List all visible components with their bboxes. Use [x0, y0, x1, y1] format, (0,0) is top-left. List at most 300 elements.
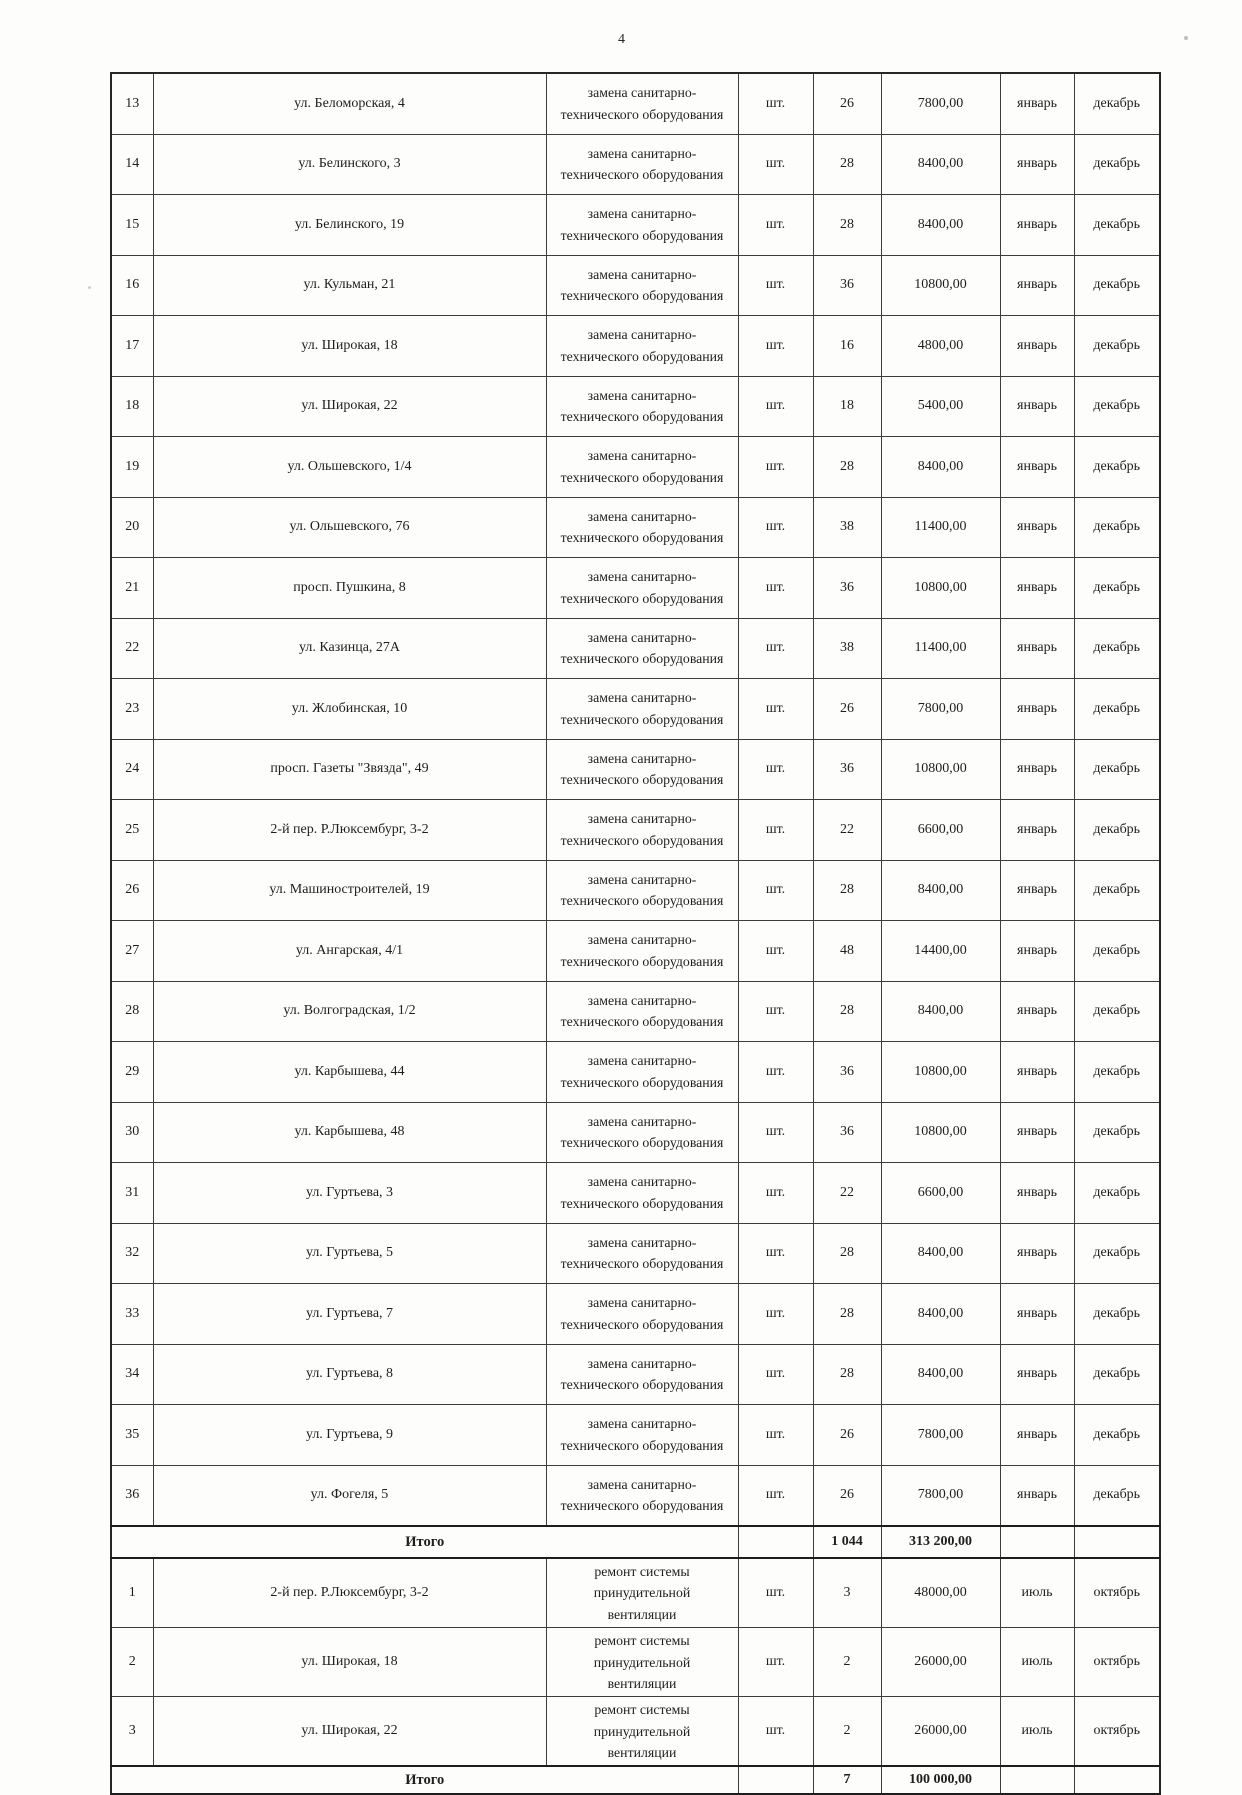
address-cell: ул. Белинского, 19	[153, 195, 546, 256]
start-month-cell: январь	[1000, 316, 1074, 377]
start-month-cell: июль	[1000, 1697, 1074, 1767]
work-type-line: замена санитарно-	[587, 448, 697, 464]
work-type-line: технического оборудования	[560, 1316, 724, 1332]
work-type-line: технического оборудования	[560, 530, 724, 546]
work-type-line: замена санитарно-	[587, 1295, 697, 1311]
row-number-cell: 35	[111, 1405, 153, 1466]
start-month-cell: июль	[1000, 1558, 1074, 1628]
quantity-cell: 48	[813, 921, 881, 982]
cost-cell: 7800,00	[881, 1405, 1000, 1466]
address-cell: ул. Гуртьева, 7	[153, 1284, 546, 1345]
cost-cell: 8400,00	[881, 1284, 1000, 1345]
cost-cell: 10800,00	[881, 1102, 1000, 1163]
table-row	[111, 1223, 1160, 1284]
start-month-cell: январь	[1000, 739, 1074, 800]
unit-cell: шт.	[738, 981, 813, 1042]
work-type-line: технического оборудования	[560, 1498, 724, 1514]
table-row	[111, 558, 1160, 619]
start-month-cell: январь	[1000, 981, 1074, 1042]
work-type-cell	[546, 1344, 738, 1405]
unit-cell: шт.	[738, 1284, 813, 1345]
end-month-cell: декабрь	[1074, 739, 1160, 800]
work-type-line: технического оборудования	[560, 227, 724, 243]
cost-cell: 7800,00	[881, 1465, 1000, 1526]
table-row	[111, 376, 1160, 437]
total-end-cell	[1074, 1766, 1160, 1794]
scan-artifact-dot	[88, 286, 91, 289]
unit-cell: шт.	[738, 1558, 813, 1628]
page-number: 4	[618, 32, 625, 47]
work-type-cell	[546, 1558, 738, 1628]
work-type-line: технического оборудования	[560, 893, 724, 909]
work-type-cell	[546, 921, 738, 982]
work-type-cell	[546, 1405, 738, 1466]
end-month-cell: декабрь	[1074, 1102, 1160, 1163]
work-type-line: замена санитарно-	[587, 145, 697, 161]
row-number-cell: 14	[111, 134, 153, 195]
work-type-cell	[546, 1042, 738, 1103]
work-type-cell	[546, 981, 738, 1042]
total-row	[111, 1526, 1160, 1558]
end-month-cell: декабрь	[1074, 134, 1160, 195]
work-type-cell	[546, 1163, 738, 1224]
row-number-cell: 19	[111, 437, 153, 498]
work-type-line: замена санитарно-	[587, 266, 697, 282]
row-number-cell: 20	[111, 497, 153, 558]
cost-cell: 8400,00	[881, 981, 1000, 1042]
table-row	[111, 800, 1160, 861]
work-type-cell	[546, 255, 738, 316]
works-schedule-table	[110, 72, 1161, 1795]
work-type-line: замена санитарно-	[587, 206, 697, 222]
end-month-cell: декабрь	[1074, 679, 1160, 740]
start-month-cell: январь	[1000, 679, 1074, 740]
table-row	[111, 255, 1160, 316]
row-number-cell: 24	[111, 739, 153, 800]
end-month-cell: декабрь	[1074, 1405, 1160, 1466]
row-number-cell: 29	[111, 1042, 153, 1103]
address-cell: ул. Ольшевского, 76	[153, 497, 546, 558]
unit-cell: шт.	[738, 437, 813, 498]
quantity-cell: 28	[813, 1284, 881, 1345]
total-cost-cell: 313 200,00	[881, 1526, 1000, 1558]
work-type-line: технического оборудования	[560, 832, 724, 848]
cost-cell: 26000,00	[881, 1628, 1000, 1697]
start-month-cell: январь	[1000, 800, 1074, 861]
end-month-cell: декабрь	[1074, 255, 1160, 316]
work-type-cell	[546, 497, 738, 558]
work-type-cell	[546, 558, 738, 619]
unit-cell: шт.	[738, 195, 813, 256]
start-month-cell: январь	[1000, 195, 1074, 256]
row-number-cell: 1	[111, 1558, 153, 1628]
unit-cell: шт.	[738, 1465, 813, 1526]
end-month-cell: декабрь	[1074, 800, 1160, 861]
cost-cell: 8400,00	[881, 1344, 1000, 1405]
start-month-cell: январь	[1000, 376, 1074, 437]
start-month-cell: январь	[1000, 558, 1074, 619]
scan-artifact-dot	[1184, 36, 1188, 40]
start-month-cell: январь	[1000, 860, 1074, 921]
work-type-line: технического оборудования	[560, 1437, 724, 1453]
work-type-line: технического оборудования	[560, 106, 724, 122]
address-cell: ул. Гуртьева, 9	[153, 1405, 546, 1466]
row-number-cell: 30	[111, 1102, 153, 1163]
end-month-cell: декабрь	[1074, 1465, 1160, 1526]
start-month-cell: январь	[1000, 134, 1074, 195]
work-type-line: принудительной	[593, 1723, 691, 1739]
row-number-cell: 23	[111, 679, 153, 740]
end-month-cell: декабрь	[1074, 316, 1160, 377]
address-cell: ул. Широкая, 18	[153, 1628, 546, 1697]
unit-cell: шт.	[738, 73, 813, 134]
start-month-cell: январь	[1000, 73, 1074, 134]
cost-cell: 8400,00	[881, 437, 1000, 498]
work-type-cell	[546, 1697, 738, 1767]
end-month-cell: декабрь	[1074, 981, 1160, 1042]
work-type-line: замена санитарно-	[587, 85, 697, 101]
work-type-cell	[546, 1102, 738, 1163]
row-number-cell: 21	[111, 558, 153, 619]
address-cell: ул. Казинца, 27А	[153, 618, 546, 679]
row-number-cell: 25	[111, 800, 153, 861]
work-type-cell	[546, 860, 738, 921]
work-type-line: технического оборудования	[560, 651, 724, 667]
address-cell: ул. Широкая, 18	[153, 316, 546, 377]
unit-cell: шт.	[738, 1102, 813, 1163]
work-type-line: замена санитарно-	[587, 387, 697, 403]
work-type-line: технического оборудования	[560, 1135, 724, 1151]
work-type-line: технического оборудования	[560, 469, 724, 485]
row-number-cell: 26	[111, 860, 153, 921]
quantity-cell: 28	[813, 860, 881, 921]
quantity-cell: 26	[813, 679, 881, 740]
table-row	[111, 437, 1160, 498]
row-number-cell: 17	[111, 316, 153, 377]
work-type-line: замена санитарно-	[587, 1355, 697, 1371]
unit-cell: шт.	[738, 1697, 813, 1767]
cost-cell: 7800,00	[881, 679, 1000, 740]
table-row	[111, 618, 1160, 679]
unit-cell: шт.	[738, 1628, 813, 1697]
table-row	[111, 134, 1160, 195]
address-cell: 2-й пер. Р.Люксембург, 3-2	[153, 1558, 546, 1628]
row-number-cell: 27	[111, 921, 153, 982]
unit-cell: шт.	[738, 255, 813, 316]
cost-cell: 8400,00	[881, 134, 1000, 195]
unit-cell: шт.	[738, 739, 813, 800]
end-month-cell: декабрь	[1074, 1284, 1160, 1345]
cost-cell: 10800,00	[881, 739, 1000, 800]
address-cell: ул. Карбышева, 44	[153, 1042, 546, 1103]
table-row	[111, 1344, 1160, 1405]
total-label-cell: Итого	[111, 1526, 738, 1558]
quantity-cell: 36	[813, 1042, 881, 1103]
total-quantity-cell: 7	[813, 1766, 881, 1794]
row-number-cell: 34	[111, 1344, 153, 1405]
work-type-cell	[546, 376, 738, 437]
work-type-line: технического оборудования	[560, 1256, 724, 1272]
end-month-cell: декабрь	[1074, 1344, 1160, 1405]
work-type-line: замена санитарно-	[587, 750, 697, 766]
table-row	[111, 860, 1160, 921]
work-type-line: замена санитарно-	[587, 629, 697, 645]
work-type-cell	[546, 1628, 738, 1697]
work-type-line: замена санитарно-	[587, 690, 697, 706]
row-number-cell: 32	[111, 1223, 153, 1284]
work-type-cell	[546, 1284, 738, 1345]
address-cell: просп. Пушкина, 8	[153, 558, 546, 619]
quantity-cell: 36	[813, 255, 881, 316]
work-type-line: замена санитарно-	[587, 1174, 697, 1190]
work-type-line: технического оборудования	[560, 288, 724, 304]
work-type-line: технического оборудования	[560, 1074, 724, 1090]
schedule-table-body	[111, 73, 1160, 1794]
work-type-cell	[546, 316, 738, 377]
unit-cell: шт.	[738, 618, 813, 679]
unit-cell: шт.	[738, 558, 813, 619]
work-type-line: вентиляции	[607, 1606, 677, 1622]
cost-cell: 10800,00	[881, 558, 1000, 619]
work-type-line: замена санитарно-	[587, 992, 697, 1008]
work-type-line: вентиляции	[607, 1745, 677, 1760]
table-row	[111, 679, 1160, 740]
end-month-cell: декабрь	[1074, 1042, 1160, 1103]
start-month-cell: июль	[1000, 1628, 1074, 1697]
end-month-cell: декабрь	[1074, 1163, 1160, 1224]
end-month-cell: декабрь	[1074, 437, 1160, 498]
end-month-cell: октябрь	[1074, 1697, 1160, 1767]
work-type-line: технического оборудования	[560, 772, 724, 788]
row-number-cell: 18	[111, 376, 153, 437]
start-month-cell: январь	[1000, 1223, 1074, 1284]
work-type-line: технического оборудования	[560, 348, 724, 364]
table-row	[111, 1628, 1160, 1697]
unit-cell: шт.	[738, 921, 813, 982]
unit-cell: шт.	[738, 679, 813, 740]
work-type-cell	[546, 739, 738, 800]
work-type-cell	[546, 73, 738, 134]
address-cell: ул. Гуртьева, 5	[153, 1223, 546, 1284]
total-end-cell	[1074, 1526, 1160, 1558]
table-row	[111, 921, 1160, 982]
end-month-cell: декабрь	[1074, 860, 1160, 921]
work-type-cell	[546, 195, 738, 256]
cost-cell: 8400,00	[881, 195, 1000, 256]
total-unit-cell	[738, 1526, 813, 1558]
start-month-cell: январь	[1000, 618, 1074, 679]
unit-cell: шт.	[738, 1405, 813, 1466]
work-type-cell	[546, 618, 738, 679]
work-type-line: замена санитарно-	[587, 1113, 697, 1129]
cost-cell: 26000,00	[881, 1697, 1000, 1767]
end-month-cell: декабрь	[1074, 1223, 1160, 1284]
quantity-cell: 36	[813, 558, 881, 619]
work-type-line: ремонт системы	[594, 1702, 690, 1718]
work-type-cell	[546, 800, 738, 861]
work-type-line: вентиляции	[607, 1675, 677, 1691]
end-month-cell: декабрь	[1074, 558, 1160, 619]
unit-cell: шт.	[738, 376, 813, 437]
start-month-cell: январь	[1000, 1163, 1074, 1224]
end-month-cell: октябрь	[1074, 1628, 1160, 1697]
row-number-cell: 2	[111, 1628, 153, 1697]
cost-cell: 8400,00	[881, 860, 1000, 921]
total-unit-cell	[738, 1766, 813, 1794]
end-month-cell: декабрь	[1074, 195, 1160, 256]
end-month-cell: октябрь	[1074, 1558, 1160, 1628]
unit-cell: шт.	[738, 1042, 813, 1103]
quantity-cell: 2	[813, 1628, 881, 1697]
cost-cell: 8400,00	[881, 1223, 1000, 1284]
address-cell: ул. Карбышева, 48	[153, 1102, 546, 1163]
address-cell: ул. Ольшевского, 1/4	[153, 437, 546, 498]
work-type-line: замена санитарно-	[587, 569, 697, 585]
quantity-cell: 28	[813, 134, 881, 195]
cost-cell: 5400,00	[881, 376, 1000, 437]
unit-cell: шт.	[738, 497, 813, 558]
table-row	[111, 195, 1160, 256]
work-type-line: технического оборудования	[560, 1377, 724, 1393]
work-type-line: технического оборудования	[560, 167, 724, 183]
work-type-cell	[546, 134, 738, 195]
table-row	[111, 981, 1160, 1042]
address-cell: ул. Широкая, 22	[153, 376, 546, 437]
start-month-cell: январь	[1000, 437, 1074, 498]
cost-cell: 48000,00	[881, 1558, 1000, 1628]
cost-cell: 14400,00	[881, 921, 1000, 982]
work-type-cell	[546, 437, 738, 498]
address-cell: просп. Газеты "Звязда", 49	[153, 739, 546, 800]
row-number-cell: 28	[111, 981, 153, 1042]
unit-cell: шт.	[738, 860, 813, 921]
address-cell: ул. Беломорская, 4	[153, 73, 546, 134]
quantity-cell: 22	[813, 1163, 881, 1224]
work-type-line: замена санитарно-	[587, 1053, 697, 1069]
table-row	[111, 1697, 1160, 1767]
quantity-cell: 38	[813, 618, 881, 679]
table-row	[111, 1042, 1160, 1103]
address-cell: ул. Белинского, 3	[153, 134, 546, 195]
total-quantity-cell: 1 044	[813, 1526, 881, 1558]
work-type-cell	[546, 1465, 738, 1526]
row-number-cell: 22	[111, 618, 153, 679]
end-month-cell: декабрь	[1074, 921, 1160, 982]
work-type-line: замена санитарно-	[587, 932, 697, 948]
table-row	[111, 1465, 1160, 1526]
quantity-cell: 38	[813, 497, 881, 558]
start-month-cell: январь	[1000, 497, 1074, 558]
work-type-line: технического оборудования	[560, 590, 724, 606]
total-start-cell	[1000, 1766, 1074, 1794]
table-row	[111, 1405, 1160, 1466]
end-month-cell: декабрь	[1074, 73, 1160, 134]
address-cell: ул. Широкая, 22	[153, 1697, 546, 1767]
address-cell: ул. Волгоградская, 1/2	[153, 981, 546, 1042]
quantity-cell: 26	[813, 73, 881, 134]
cost-cell: 11400,00	[881, 618, 1000, 679]
total-label-cell: Итого	[111, 1766, 738, 1794]
start-month-cell: январь	[1000, 1284, 1074, 1345]
address-cell: ул. Ангарская, 4/1	[153, 921, 546, 982]
unit-cell: шт.	[738, 800, 813, 861]
work-type-line: замена санитарно-	[587, 1234, 697, 1250]
work-type-line: замена санитарно-	[587, 508, 697, 524]
table-row	[111, 1284, 1160, 1345]
row-number-cell: 36	[111, 1465, 153, 1526]
row-number-cell: 16	[111, 255, 153, 316]
table-row	[111, 73, 1160, 134]
address-cell: ул. Кульман, 21	[153, 255, 546, 316]
quantity-cell: 28	[813, 981, 881, 1042]
address-cell: ул. Гуртьева, 3	[153, 1163, 546, 1224]
quantity-cell: 28	[813, 1344, 881, 1405]
table-row	[111, 1163, 1160, 1224]
work-type-line: замена санитарно-	[587, 811, 697, 827]
quantity-cell: 28	[813, 437, 881, 498]
total-start-cell	[1000, 1526, 1074, 1558]
start-month-cell: январь	[1000, 1344, 1074, 1405]
quantity-cell: 26	[813, 1465, 881, 1526]
work-type-line: замена санитарно-	[587, 1416, 697, 1432]
start-month-cell: январь	[1000, 1465, 1074, 1526]
row-number-cell: 33	[111, 1284, 153, 1345]
work-type-line: технического оборудования	[560, 711, 724, 727]
total-cost-cell: 100 000,00	[881, 1766, 1000, 1794]
table-row	[111, 316, 1160, 377]
work-type-line: ремонт системы	[594, 1633, 690, 1649]
quantity-cell: 2	[813, 1697, 881, 1767]
quantity-cell: 36	[813, 739, 881, 800]
work-type-line: замена санитарно-	[587, 1476, 697, 1492]
quantity-cell: 28	[813, 1223, 881, 1284]
total-row	[111, 1766, 1160, 1794]
quantity-cell: 3	[813, 1558, 881, 1628]
work-type-line: технического оборудования	[560, 409, 724, 425]
unit-cell: шт.	[738, 316, 813, 377]
work-type-line: замена санитарно-	[587, 327, 697, 343]
cost-cell: 10800,00	[881, 1042, 1000, 1103]
start-month-cell: январь	[1000, 1102, 1074, 1163]
work-type-cell	[546, 679, 738, 740]
address-cell: ул. Фогеля, 5	[153, 1465, 546, 1526]
cost-cell: 6600,00	[881, 800, 1000, 861]
start-month-cell: январь	[1000, 1042, 1074, 1103]
address-cell: ул. Жлобинская, 10	[153, 679, 546, 740]
address-cell: ул. Машиностроителей, 19	[153, 860, 546, 921]
unit-cell: шт.	[738, 134, 813, 195]
work-type-cell	[546, 1223, 738, 1284]
start-month-cell: январь	[1000, 1405, 1074, 1466]
table-row	[111, 497, 1160, 558]
unit-cell: шт.	[738, 1223, 813, 1284]
unit-cell: шт.	[738, 1163, 813, 1224]
quantity-cell: 36	[813, 1102, 881, 1163]
quantity-cell: 16	[813, 316, 881, 377]
address-cell: 2-й пер. Р.Люксембург, 3-2	[153, 800, 546, 861]
table-row	[111, 1102, 1160, 1163]
quantity-cell: 28	[813, 195, 881, 256]
table-row	[111, 1558, 1160, 1628]
work-type-line: принудительной	[593, 1585, 691, 1601]
cost-cell: 10800,00	[881, 255, 1000, 316]
cost-cell: 7800,00	[881, 73, 1000, 134]
cost-cell: 6600,00	[881, 1163, 1000, 1224]
start-month-cell: январь	[1000, 255, 1074, 316]
cost-cell: 11400,00	[881, 497, 1000, 558]
cost-cell: 4800,00	[881, 316, 1000, 377]
end-month-cell: декабрь	[1074, 376, 1160, 437]
